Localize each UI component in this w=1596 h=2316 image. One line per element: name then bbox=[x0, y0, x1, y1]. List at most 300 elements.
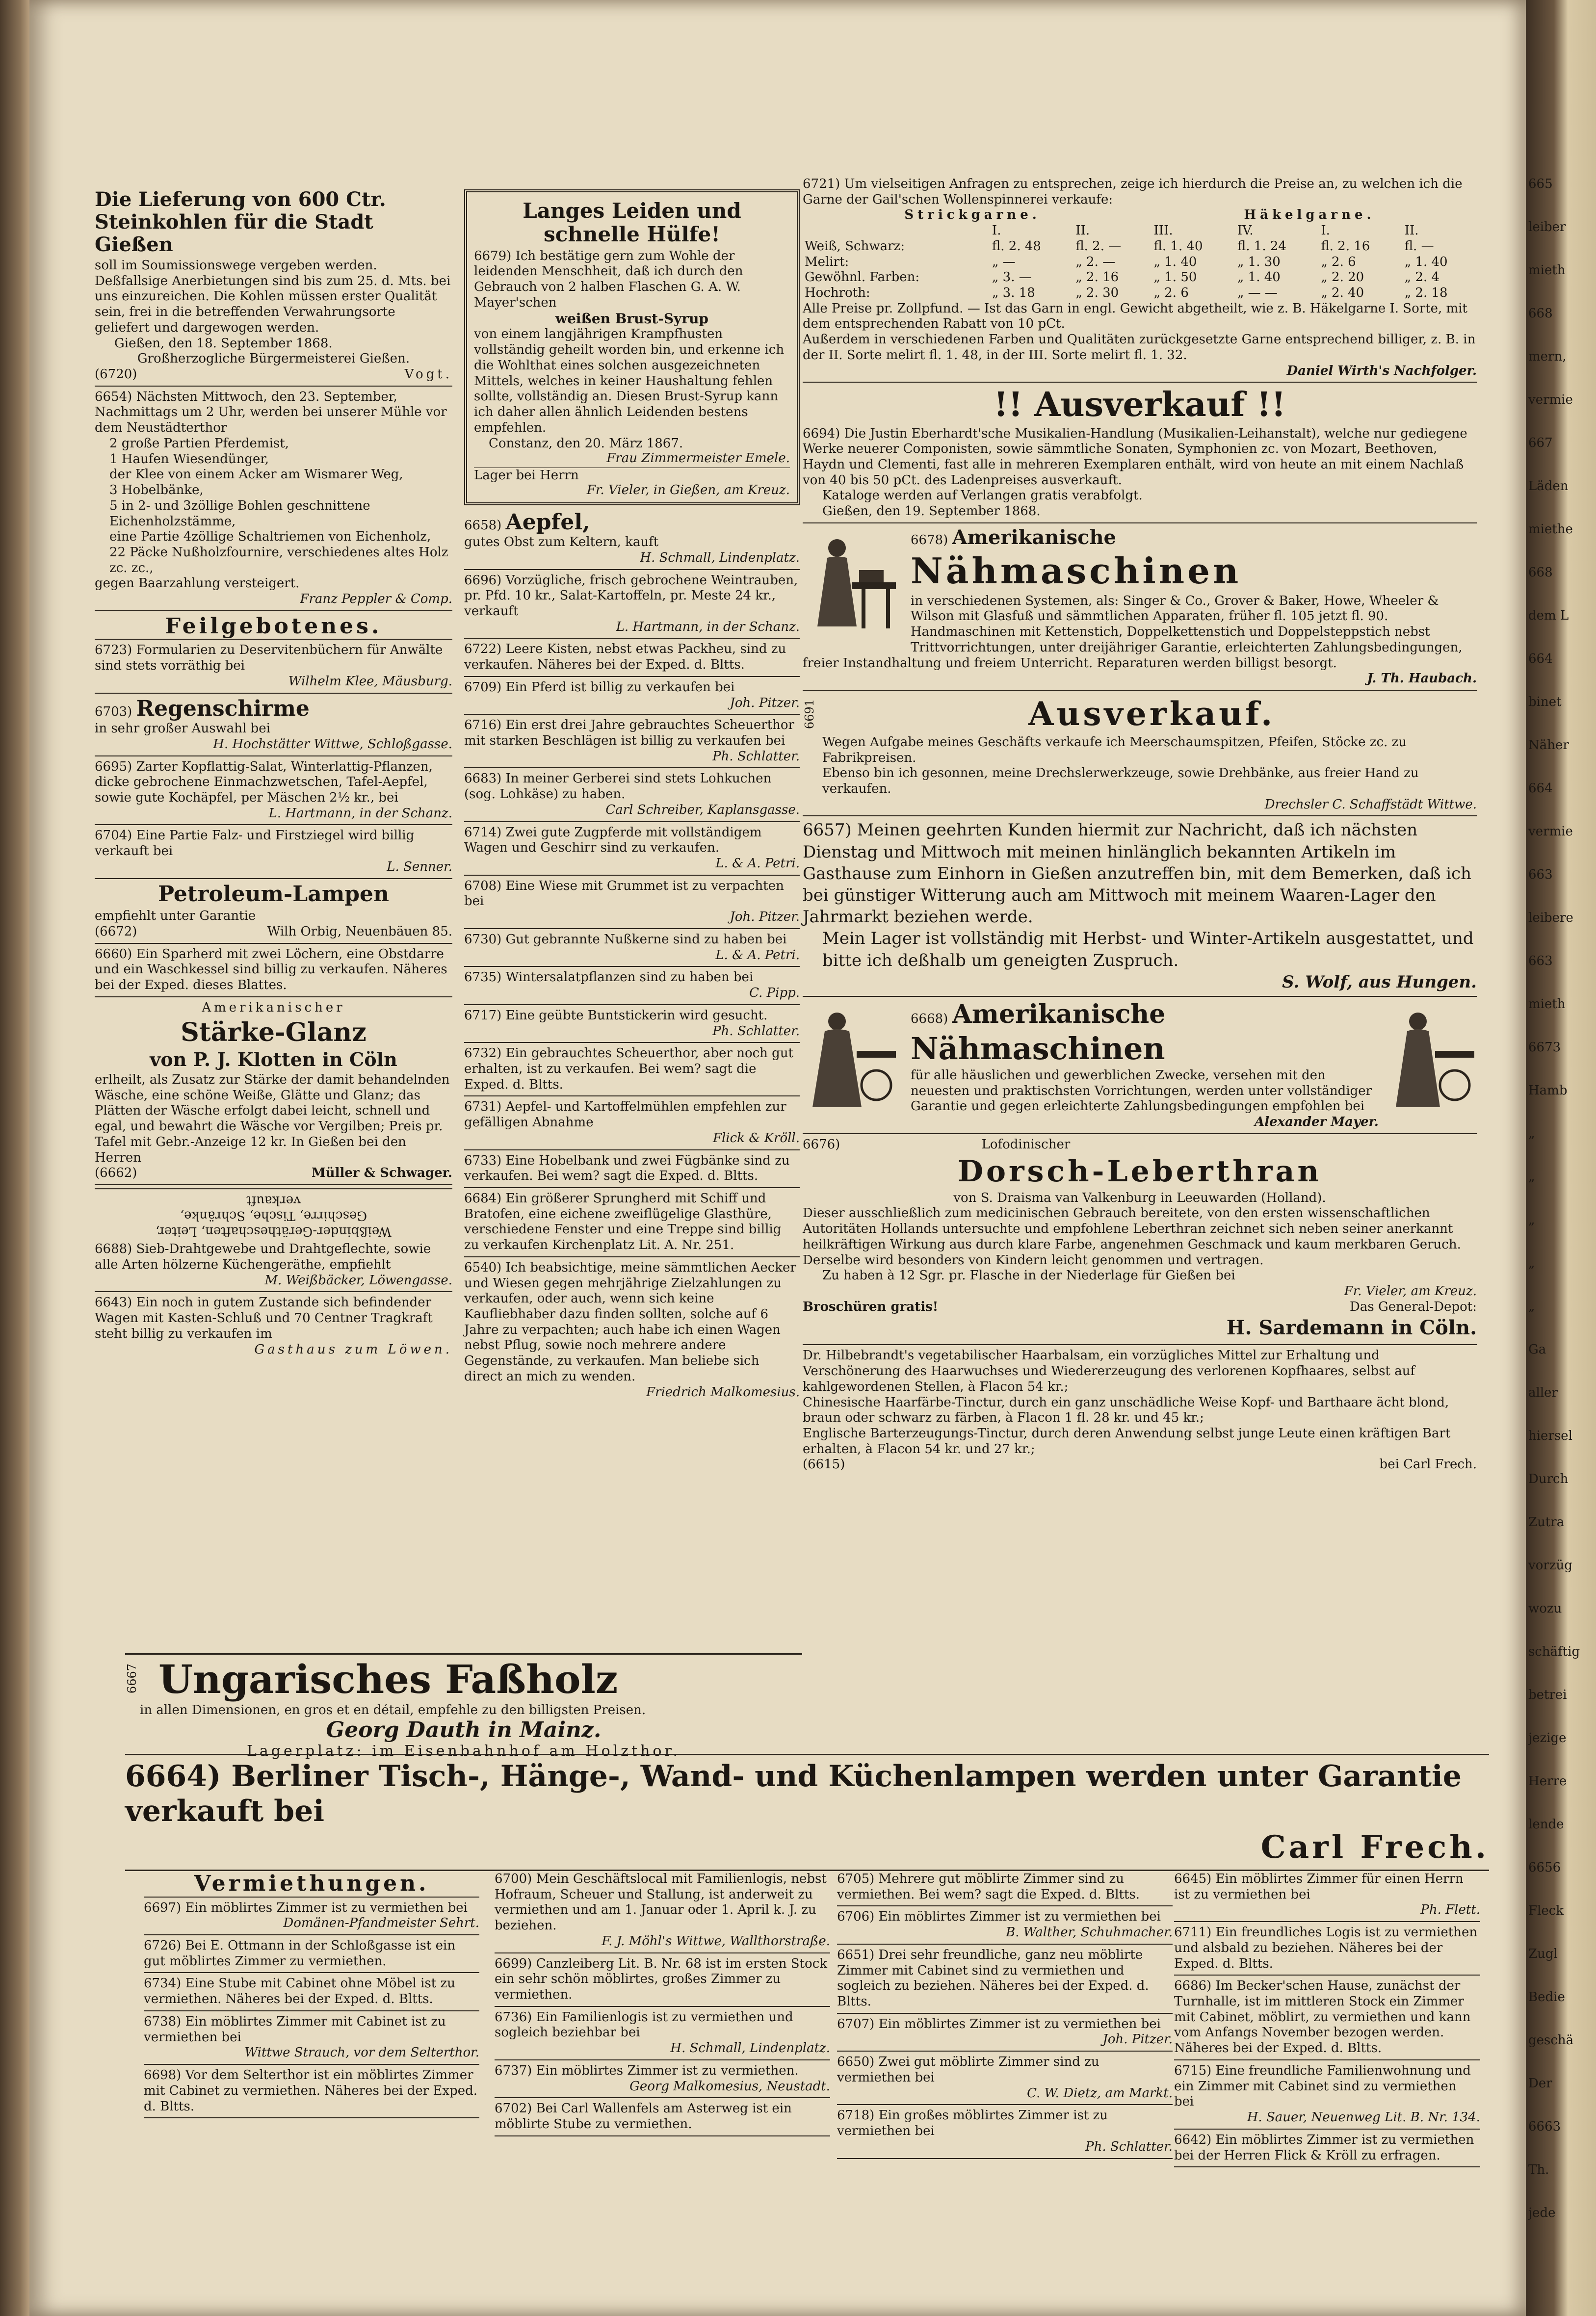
table-header-row bbox=[803, 223, 1477, 239]
ad-text: 6706) Ein möblirtes Zimmer ist zu vermiethen bei bbox=[837, 1909, 1161, 1925]
seamstress-icon bbox=[803, 1002, 901, 1115]
ad-text: 6683) In meiner Gerberei sind stets Lohkuchen (sog. Lohkäse) zu haben. bbox=[464, 771, 772, 802]
ad-text: 6714) Zwei gute Zugpferde mit vollständigem Wagen und Geschirr sind zu verkaufen. bbox=[464, 825, 762, 856]
fragment-text: 663 bbox=[1528, 867, 1553, 882]
ad-dealer: Fr. Vieler, am Kreuz. bbox=[1344, 1283, 1477, 1299]
ad-title: Ausverkauf. bbox=[1028, 694, 1276, 733]
ad-title: Aepfel, bbox=[505, 509, 590, 535]
ad-text: 6721) Um vielseitigen Anfragen zu entsprechen, zeige ich hierdurch die Preise an, zu welchen ich die Garne der Gail'schen Wollenspinnerei verkaufe: bbox=[803, 177, 1463, 207]
ad-title: Nähmaschinen bbox=[911, 1030, 1165, 1067]
table-cell: „ 1. 40 bbox=[1153, 254, 1197, 269]
ad-signature: Ph. Flett. bbox=[1420, 1902, 1480, 1918]
ad-text: 6642) Ein möblirtes Zimmer ist zu vermiethen bei der Herren Flick & Kröll zu erfragen. bbox=[1174, 2132, 1474, 2163]
ad-6703 bbox=[95, 697, 452, 756]
ad-brochure: Broschüren gratis! bbox=[803, 1299, 939, 1314]
ad-signature: Daniel Wirth's Nachfolger. bbox=[1286, 363, 1477, 378]
ad-signature: bei Carl Frech. bbox=[1379, 1457, 1477, 1472]
fragment-text: „ bbox=[1528, 1170, 1535, 1184]
ad-petroleum-lamps bbox=[95, 882, 452, 944]
ad-number: (6662) bbox=[95, 1166, 137, 1181]
ad-signature: Wilh Orbig, Neuenbäuen 85. bbox=[267, 924, 452, 939]
seamstress-icon bbox=[1388, 1002, 1477, 1115]
rental-ad bbox=[1174, 1925, 1480, 1976]
ad-text: 6660) Ein Sparherd mit zwei Löchern, eine Obstdarre und ein Waschkessel sind billig zu verkaufen. Näheres bei der Exped. dieses Blattes. bbox=[95, 946, 447, 993]
ad-6722 bbox=[464, 642, 800, 677]
list-item: 5 in 2- und 3zöllige Bohlen geschnittene Eichenholzstämme, bbox=[109, 498, 370, 529]
ad-depot-name: H. Sardemann in Cöln. bbox=[1226, 1316, 1477, 1340]
fragment-text: Näher bbox=[1528, 738, 1569, 753]
fragment-text: 6656 bbox=[1528, 1860, 1561, 1875]
ad-6540 bbox=[464, 1260, 800, 1403]
ad-6668-sewing-machines bbox=[803, 1000, 1477, 1134]
table-cell: „ 1. 40 bbox=[1404, 254, 1448, 269]
ad-title: Petroleum-Lampen bbox=[157, 881, 390, 907]
fragment-text: Th. bbox=[1528, 2162, 1549, 2177]
ad-text: Außerdem in verschiedenen Farben und Qualitäten zurückgesetzte Garne entsprechend billiger, z. B. in der II. Sorte melirt fl. 1. 48, in der III. Sorte melirt fl. 1. 32. bbox=[803, 332, 1476, 363]
ad-signature: Flick & Kröll. bbox=[712, 1130, 800, 1145]
fragment-text: 6663 bbox=[1528, 2119, 1561, 2134]
ad-signature: L. & A. Petri. bbox=[715, 947, 800, 963]
ad-text: 6664) Berliner Tisch-, Hänge-, Wand- und Küchenlampen werden unter Garantie verkauft bei bbox=[125, 1759, 1462, 1828]
fragment-text: 664 bbox=[1528, 781, 1553, 796]
ad-text: 6704) Eine Partie Falz- und Firstziegel wird billig verkauft bei bbox=[95, 828, 415, 859]
fragment-text: lende bbox=[1528, 1817, 1564, 1832]
ad-title: Nähmaschinen bbox=[911, 549, 1242, 592]
ad-text: 6696) Vorzügliche, frisch gebrochene Weintrauben, pr. Pfd. 10 kr., Salat-Kartoffeln, pr. Meste 24 kr., verkauft bbox=[464, 572, 798, 619]
rentals-column-2 bbox=[491, 1872, 834, 2303]
ad-text: 6688) Sieb-Drahtgewebe und Drahtgeflechte, sowie alle Arten hölzerne Küchengeräthe, empfiehlt bbox=[95, 1242, 431, 1272]
ad-6708 bbox=[464, 879, 800, 929]
ad-6723 bbox=[95, 643, 452, 693]
ad-signature: M. Weißbäcker, Löwengasse. bbox=[264, 1273, 452, 1288]
rental-ad bbox=[144, 2014, 479, 2065]
ad-text: Dieser ausschließlich zum medicinischen Gebrauch bereitete, von den ersten wissenschaftlichen Autoritäten Hollands untersuchte und empfohlene Leberthran zeichnet sich neben seiner anerkannt heilkräftigen Wirkung aus durch klare Farbe, angenehmen Geschmack und kaum merkbaren Geruch. Derselbe wird besonders von Kindern leicht genommen und vertragen. bbox=[803, 1206, 1461, 1268]
ad-line: Geschirre, Tische, Schränke, bbox=[180, 1208, 367, 1223]
ad-text: 6695) Zarter Kopflattig-Salat, Winterlattig-Pflanzen, dicke gebrochene Einmachzwetschen, Tafel-Aepfel, sowie gute Kochäpfel, per Mäschen 2½ kr., bei bbox=[95, 759, 433, 806]
ad-signature: L. Hartmann, in der Schanz. bbox=[268, 806, 452, 821]
ad-text: 6702) Bei Carl Wallenfels am Asterweg ist ein möblirte Stube zu vermiethen. bbox=[495, 2101, 792, 2132]
ad-6735 bbox=[464, 970, 800, 1005]
ad-title: Dorsch-Leberthran bbox=[957, 1154, 1322, 1189]
ad-text: Englische Barterzeugungs-Tinctur, durch deren Anwendung selbst junge Leute einen kräftigen Bart erhalten, à Flacon 54 kr. und 27 kr.; bbox=[803, 1426, 1451, 1457]
ad-signature: Georg Dauth in Mainz. bbox=[326, 1717, 602, 1743]
ad-signature: Carl Frech. bbox=[1260, 1828, 1489, 1866]
fragment-text: dem L bbox=[1528, 608, 1569, 623]
ad-text: 6679) Ich bestätige gern zum Wohle der leidenden Menschheit, daß ich durch den Gebrauch von 2 halben Flaschen G. A. W. Mayer'schen bbox=[474, 248, 743, 310]
fragment-text: vermie bbox=[1528, 824, 1573, 839]
ad-signature: Alexander Mayer. bbox=[1255, 1115, 1379, 1130]
ad-title: Die Lieferung von 600 Ctr. Steinkohlen für die Stadt Gießen bbox=[95, 188, 386, 256]
ad-line: Weißbinder-Gerätheschaften, Leiter, bbox=[156, 1224, 392, 1239]
fragment-text: aller bbox=[1528, 1385, 1558, 1400]
table-header-cell: I. bbox=[992, 223, 1001, 238]
ad-text: 6707) Ein möblirtes Zimmer ist zu vermiethen bei bbox=[837, 2016, 1161, 2031]
fragment-text: „ bbox=[1528, 1126, 1535, 1141]
rental-ad bbox=[144, 1938, 479, 1973]
table-cell: „ 2. 18 bbox=[1404, 286, 1448, 301]
ad-product: weißen Brust-Syrup bbox=[555, 311, 709, 327]
fragment-text: Fleck bbox=[1528, 1903, 1564, 1918]
rental-ad bbox=[144, 1976, 479, 2011]
ad-signature: Franz Peppler & Comp. bbox=[300, 592, 452, 607]
ad-date: Gießen, den 19. September 1868. bbox=[822, 504, 1041, 519]
ad-signature: Drechsler C. Schaffstädt Wittwe. bbox=[1264, 797, 1477, 812]
ad-price: Zu haben à 12 Sgr. pr. Flasche in der Niederlage für Gießen bei bbox=[822, 1268, 1235, 1283]
table-heading-knit: Strickgarne. bbox=[904, 208, 1041, 223]
seamstress-illustration-left bbox=[803, 1002, 901, 1115]
list-item: 22 Päcke Nußholzfournire, verschiedenes altes Holz zc. zc., bbox=[109, 545, 448, 575]
ad-text: 6738) Ein möblirtes Zimmer mit Cabinet ist zu vermiethen bei bbox=[144, 2014, 446, 2045]
fragment-text: vorzüg bbox=[1528, 1558, 1572, 1573]
column-2 bbox=[460, 186, 804, 1766]
column-3 bbox=[799, 177, 1481, 1766]
ad-signature: Ph. Schlatter. bbox=[1085, 2139, 1173, 2154]
ad-text: empfiehlt unter Garantie bbox=[95, 909, 256, 924]
ad-text: für alle häuslichen und gewerblichen Zwecke, versehen mit den neuesten und praktischsten Vorrichtungen, werden unter vollständiger Garantie und gegen erleichterte Zahlungsbedingungen empfohlen bei bbox=[911, 1068, 1372, 1114]
ad-text: 6735) Wintersalatpflanzen sind zu haben bei bbox=[464, 970, 754, 985]
ad-signature: Joh. Pitzer. bbox=[1102, 2032, 1173, 2047]
table-cell: „ 3. — bbox=[992, 270, 1032, 285]
fragment-text: leiber bbox=[1528, 220, 1566, 234]
ad-text: 6651) Drei sehr freundliche, ganz neu möblirte Zimmer mit Cabinet sind zu vermiethen und sogleich zu beziehen. Näheres bei der Exped. d. Bltts. bbox=[837, 1947, 1149, 2009]
ad-signature: Friedrich Malkomesius. bbox=[646, 1384, 800, 1400]
ad-line: verkauft bbox=[246, 1193, 301, 1208]
rental-ad bbox=[495, 2101, 830, 2136]
fragment-text: „ bbox=[1528, 1299, 1535, 1314]
fragment-text: mieth bbox=[1528, 997, 1566, 1012]
ad-text: 6709) Ein Pferd ist billig zu verkaufen bei bbox=[464, 679, 735, 695]
ad-signature: C. W. Dietz, am Markt. bbox=[1027, 2085, 1173, 2101]
table-header-cell: II. bbox=[1075, 223, 1090, 238]
fragment-text: miethe bbox=[1528, 522, 1573, 537]
table-cell: „ — bbox=[992, 254, 1016, 269]
ad-date: Constanz, den 20. März 1867. bbox=[489, 436, 683, 451]
row-label: Weiß, Schwarz: bbox=[805, 238, 905, 254]
row-label: Hochroth: bbox=[805, 286, 870, 301]
fragment-text: jede bbox=[1528, 2206, 1556, 2220]
ad-6658 bbox=[464, 510, 800, 570]
ad-stone-coal bbox=[95, 188, 452, 387]
ad-6714 bbox=[464, 825, 800, 876]
row-label: Melirt: bbox=[805, 254, 849, 269]
ad-text: 6733) Eine Hobelbank und zwei Fügbänke sind zu verkaufen. Bei wem? sagt die Exped. d. Bltts. bbox=[464, 1153, 790, 1184]
ad-6709 bbox=[464, 680, 800, 715]
table-cell: fl. 2. 16 bbox=[1321, 238, 1370, 254]
section-title-feilgebotenes: Feilgebotenes. bbox=[95, 614, 452, 640]
list-item: 3 Hobelbänke, bbox=[109, 483, 204, 498]
ad-number: 6676) bbox=[803, 1137, 840, 1152]
ad-text: Wegen Aufgabe meines Geschäfts verkaufe ich Meerschaumspitzen, Pfeifen, Stöcke zc. zu Fabrikpreisen. bbox=[822, 734, 1407, 765]
ad-signature: Vogt. bbox=[404, 367, 452, 382]
rental-ad bbox=[837, 1909, 1173, 1944]
ad-text: 6730) Gut gebrannte Nußkerne sind zu haben bei bbox=[464, 932, 787, 947]
seamstress-icon bbox=[803, 528, 901, 641]
ad-number: (6615) bbox=[803, 1457, 845, 1472]
ad-text: 6715) Eine freundliche Familienwohnung und ein Zimmer mit Cabinet sind zu vermiethen bei bbox=[1174, 2063, 1471, 2109]
ad-pretitle: Amerikanische bbox=[952, 999, 1166, 1029]
ad-signature: Domänen-Pfandmeister Sehrt. bbox=[283, 1916, 479, 1931]
ad-text: Dr. Hilbebrandt's vegetabilischer Haarbalsam, ein vorzügliches Mittel zur Erhaltung und Verschönerung des Haarwuchses und Wiedererzeugung des verlorenen Kopfhaares, selbst auf kahlgewordenen Stellen, à Flacon 54 kr.; bbox=[803, 1348, 1415, 1394]
fragment-text: 6673 bbox=[1528, 1040, 1561, 1055]
ad-6721-yarn bbox=[803, 177, 1477, 383]
fragment-text: 664 bbox=[1528, 651, 1553, 666]
table-cell: „ 2. 40 bbox=[1321, 286, 1364, 301]
rental-list bbox=[491, 1872, 834, 2136]
ad-pretitle: Lofodinischer bbox=[981, 1137, 1071, 1152]
fragment-text: mern, bbox=[1528, 349, 1567, 364]
fragment-text: 668 bbox=[1528, 306, 1553, 321]
table-cell: fl. 2. — bbox=[1075, 238, 1122, 254]
table-row bbox=[803, 270, 1477, 286]
ad-6704 bbox=[95, 828, 452, 879]
fragment-text: Der bbox=[1528, 2076, 1552, 2091]
ad-signature: H. Schmall, Lindenplatz. bbox=[640, 550, 800, 565]
ad-6615-hair bbox=[803, 1348, 1477, 1476]
fragment-text: vermie bbox=[1528, 392, 1573, 407]
auction-item-list bbox=[95, 436, 452, 576]
ad-text: 6716) Ein erst drei Jahre gebrauchtes Scheuerthor mit starken Beschlägen ist billig zu verkaufen bei bbox=[464, 718, 794, 748]
ad-tail: gegen Baarzahlung versteigert. bbox=[95, 576, 300, 591]
ad-text: 6708) Eine Wiese mit Grummet ist zu verpachten bei bbox=[464, 878, 784, 909]
list-item: 1 Haufen Wiesendünger, bbox=[109, 451, 269, 467]
ad-text: 6686) Im Becker'schen Hause, zunächst der Turnhalle, ist im mittleren Stock ein Zimmer mit Cabinet, möblirt, zu vermiethen und kann vom Anfangs November bezogen werden. Näheres bei der Exped. d. Bltts. bbox=[1174, 1978, 1471, 2056]
ad-text: 6699) Canzleiberg Lit. B. Nr. 68 ist im ersten Stock ein sehr schön möblirtes, großes Zimmer zu vermiethen. bbox=[495, 1956, 828, 2003]
ad-text: 6731) Aepfel- und Kartoffelmühlen empfehlen zur gefälligen Abnahme bbox=[464, 1099, 786, 1130]
table-cell: „ 2. 4 bbox=[1404, 270, 1440, 285]
ad-text: 6711) Ein freundliches Logis ist zu vermiethen und alsbald zu beziehen. Näheres bei der Exped. d. Bltts. bbox=[1174, 1925, 1478, 1971]
ad-6694-ausverkauf bbox=[803, 386, 1477, 523]
ad-6657 bbox=[803, 819, 1477, 997]
ad-text: Alle Preise pr. Zollpfund. — Ist das Garn in engl. Gewicht abgetheilt, wie z. B. Häkelgarne I. Sorte, mit dem entsprechenden Rabatt von 10 pCt. bbox=[803, 301, 1467, 332]
ad-6643 bbox=[95, 1295, 452, 1360]
rental-list bbox=[833, 1872, 1177, 2159]
fragment-text: leibere bbox=[1528, 911, 1573, 925]
table-header-cell: I. bbox=[1321, 223, 1330, 238]
ad-title: Ungarisches Faßholz bbox=[158, 1656, 618, 1702]
table-cell: „ 2. 6 bbox=[1321, 254, 1356, 269]
fragment-text: 663 bbox=[1528, 954, 1553, 968]
rental-ad bbox=[1174, 1978, 1480, 2060]
rental-list bbox=[140, 1900, 483, 2119]
ad-pretitle: Amerikanische bbox=[952, 526, 1116, 549]
ad-text: 6643) Ein noch in gutem Zustande sich befindender Wagen mit Kasten-Schluß und 70 Centner Tragkraft steht billig zu verkaufen im bbox=[95, 1295, 433, 1341]
table-cell: „ 1. 30 bbox=[1237, 254, 1281, 269]
column-1 bbox=[91, 186, 456, 1766]
table-cell: „ 1. 40 bbox=[1237, 270, 1281, 285]
ad-number: (6672) bbox=[95, 924, 137, 939]
ad-text: 6718) Ein großes möblirtes Zimmer ist zu vermiethen bei bbox=[837, 2108, 1108, 2139]
ad-text: 6697) Ein möblirtes Zimmer ist zu vermiethen bei bbox=[144, 1900, 468, 1915]
book-binding-left bbox=[0, 0, 29, 2316]
fragment-text: „ bbox=[1528, 1256, 1535, 1271]
ad-date: Gießen, den 18. September 1868. bbox=[114, 336, 333, 351]
table-cell: fl. 1. 24 bbox=[1237, 238, 1286, 254]
ad-text: Chinesische Haarfärbe-Tinctur, durch ein ganz unschädliche Weise Kopf- und Barthaare ächt blond, braun oder schwarz zu färben, à Flacon 1 fl. 28 kr. und 45 kr.; bbox=[803, 1395, 1449, 1426]
fragment-text: binet bbox=[1528, 695, 1562, 709]
ad-text: in allen Dimensionen, en gros et en détail, empfehle zu den billigsten Preisen. bbox=[140, 1703, 646, 1717]
fragment-text: 667 bbox=[1528, 436, 1553, 450]
ad-6678-sewing-machines bbox=[803, 526, 1477, 691]
rental-ad bbox=[837, 1948, 1173, 2014]
ad-6688 bbox=[95, 1242, 452, 1292]
ad-signature: Frau Zimmermeister Emele. bbox=[606, 450, 790, 466]
ad-text: 6726) Bei E. Ottmann in der Schloßgasse ist ein gut möblirtes Zimmer zu vermiethen. bbox=[144, 1938, 456, 1969]
rental-ad bbox=[837, 2017, 1173, 2052]
ad-signature: H. Sauer, Neuenweg Lit. B. Nr. 134. bbox=[1247, 2110, 1480, 2125]
fragment-text: Durch bbox=[1528, 1472, 1569, 1486]
ad-signature: Ph. Schlatter. bbox=[712, 1023, 800, 1039]
ad-6654 bbox=[95, 390, 452, 611]
ad-text: in verschiedenen Systemen, als: Singer & Co., Grover & Baker, Howe, Wheeler & Wilson mit Glasfuß und sämmtlichen Apparaten, früher fl. 105 jetzt fl. 90. Handmaschinen mit Kettenstich, Doppelkettenstich und Doppelsteppstich nebst Trittvorrichtungen, unter dreijähriger Garantie, erleichterten Zahlungsbedingungen, freier Instandhaltung und freiem Unterricht. Reparaturen werden billigst besorgt. bbox=[803, 593, 1463, 671]
ad-body: soll im Soumissionswege vergeben werden. Deßfallsige Anerbietungen sind bis zum 25. d. Mts. bei uns einzureichen. Die Kohlen müssen erster Qualität sein, frei in die betreffenden Verwahrungsorte geliefert und dargewogen werden. bbox=[95, 258, 451, 335]
ad-text: 6540) Ich beabsichtige, meine sämmtlichen Aecker und Wiesen gegen mehrjährige Zielzahlungen zu verkaufen, oder auch, wenn sich keine Kaufliebhaber dazu finden sollten, solche auf 6 Jahre zu verpachten; auch habe ich einen Wagen nebst Pflug, sowie noch mehrere andere Gegenstände, zu verkaufen. Man beliebe sich direct an mich zu wenden. bbox=[464, 1260, 796, 1384]
ad-6664-banner bbox=[125, 1754, 1489, 1871]
ad-signature: S. Wolf, aus Hungen. bbox=[1282, 972, 1477, 992]
ad-text: 6657) Meinen geehrten Kunden hiermit zur Nachricht, daß ich nächsten Dienstag und Mittwoch mit meinen hinlänglich bekannten Artikeln im Gasthause zum Einhorn in Gießen anzutreffen bin, mit dem Bemerken, daß ich bei günstiger Witterung auch am Mittwoch mit meinem Waaren-Lager den Jahrmarkt beziehen werde. bbox=[803, 820, 1472, 927]
book-gutter-right bbox=[1526, 0, 1596, 2316]
ad-pretitle: Amerikanischer bbox=[202, 1000, 345, 1015]
ad-text: Mein Lager ist vollständig mit Herbst- und Winter-Artikeln ausgestattet, und bitte ich deßhalb um geneigten Zuspruch. bbox=[822, 929, 1474, 970]
seamstress-illustration bbox=[803, 528, 901, 641]
fragment-text: geschä bbox=[1528, 2033, 1574, 2048]
yarn-price-table bbox=[803, 223, 1477, 301]
table-heading-crochet: Häkelgarne. bbox=[1244, 208, 1375, 223]
ad-lager: Lager bei Herrn bbox=[474, 468, 790, 483]
ad-number: 6658) bbox=[464, 518, 502, 533]
ad-number: 6678) bbox=[911, 532, 948, 547]
rental-list bbox=[1170, 1872, 1484, 2167]
ad-6667-fassholz bbox=[125, 1653, 802, 1760]
ad-text: von einem langjährigen Krampfhusten vollständig geheilt worden bin, und erkenne ich die Wohlthat eines solchen ausgezeichneten Mittels, welches in keiner Haushaltung fehlen sollte, vollständig an. Diesen Brust-Syrup kann ich daher allen ähnlich Leidenden bestens empfehlen. bbox=[474, 327, 785, 435]
ad-number: 6667 bbox=[125, 1664, 139, 1694]
ad-dealer: Fr. Vieler, in Gießen, am Kreuz. bbox=[586, 482, 790, 497]
rentals-column-4 bbox=[1170, 1872, 1484, 2303]
ad-6683 bbox=[464, 771, 800, 822]
ad-number: (6720) bbox=[95, 367, 137, 382]
fragment-text: hiersel bbox=[1528, 1429, 1572, 1443]
section-title-vermiethungen: Vermiethungen. bbox=[144, 1872, 479, 1898]
rental-ad bbox=[1174, 1872, 1480, 1922]
ad-title: !! Ausverkauf !! bbox=[994, 385, 1286, 425]
ad-signature: J. Th. Haubach. bbox=[1367, 671, 1477, 686]
fragment-text: Herre bbox=[1528, 1774, 1567, 1789]
ad-signature: F. J. Möhl's Wittwe, Wallthorstraße. bbox=[602, 1933, 830, 1949]
ad-title: Langes Leiden und schnelle Hülfe! bbox=[523, 199, 741, 247]
fragment-text: Zutra bbox=[1528, 1515, 1565, 1530]
ad-6679-boxed bbox=[464, 189, 800, 505]
ad-number: 6691 bbox=[803, 699, 816, 729]
ad-text: 6700) Mein Geschäftslocal mit Familienlogis, nebst Hofraum, Scheuer und Stallung, ist anderweit zu vermiethen und am 1. Januar oder 1. April k. J. zu beziehen. bbox=[495, 1872, 827, 1933]
ad-text: 6732) Ein gebrauchtes Scheuerthor, aber noch gut erhalten, ist zu verkaufen. Bei wem? sagt die Exped. d. Bltts. bbox=[464, 1046, 794, 1092]
fragment-text: wozu bbox=[1528, 1601, 1562, 1616]
ad-6717 bbox=[464, 1008, 800, 1043]
ad-lagerplatz: Lagerplatz: im Eisenbahnhof am Holzthor. bbox=[246, 1743, 681, 1760]
ad-text: 6684) Ein größerer Sprungherd mit Schiff und Bratofen, eine eichene zweiflügelige Glasthüre, verschiedene Fenster und eine Treppe sind billig zu verkaufen Kirchenplatz Lit. A. Nr. 251. bbox=[464, 1191, 782, 1253]
seamstress-illustration-right bbox=[1388, 1002, 1477, 1115]
ad-signature: Wilhelm Klee, Mäusburg. bbox=[288, 674, 452, 689]
ad-signature: Georg Malkomesius, Neustadt. bbox=[629, 2079, 830, 2094]
table-cell: „ 2. 6 bbox=[1153, 286, 1189, 301]
ad-text: Ebenso bin ich gesonnen, meine Drechslerwerkzeuge, sowie Drehbänke, aus freier Hand zu verkaufen. bbox=[822, 766, 1419, 796]
table-header-cell: IV. bbox=[1237, 223, 1254, 238]
ad-depot: Das General-Depot: bbox=[1349, 1299, 1477, 1314]
ad-text: 6734) Eine Stube mit Cabinet ohne Möbel ist zu vermiethen. Näheres bei der Exped. d. Bltts. bbox=[144, 1976, 455, 2007]
table-cell: „ 2. 16 bbox=[1075, 270, 1119, 285]
ad-title: Stärke-Glanz bbox=[181, 1017, 366, 1047]
ad-signature: L. Senner. bbox=[387, 859, 452, 874]
ad-signature: H. Hochstätter Wittwe, Schloßgasse. bbox=[213, 736, 452, 752]
ad-signature: H. Schmall, Lindenplatz. bbox=[670, 2041, 830, 2056]
fragment-text: Zugl bbox=[1528, 1947, 1558, 1961]
ad-6695 bbox=[95, 759, 452, 826]
ad-6730 bbox=[464, 932, 800, 967]
ad-number: 6668) bbox=[911, 1011, 948, 1026]
list-item: eine Partie 4zöllige Schaltriemen von Eichenholz, bbox=[109, 529, 431, 545]
ad-6733 bbox=[464, 1153, 800, 1188]
table-cell: „ 2. 20 bbox=[1321, 270, 1364, 285]
ad-signature: Gasthaus zum Löwen. bbox=[254, 1342, 452, 1357]
fragment-text: Ga bbox=[1528, 1342, 1546, 1357]
ad-signature: Müller & Schwager. bbox=[311, 1166, 452, 1181]
fragment-text: Läden bbox=[1528, 479, 1569, 494]
ad-6676-cod-liver-oil bbox=[803, 1137, 1477, 1345]
fragment-text: 668 bbox=[1528, 565, 1553, 580]
table-cell: fl. — bbox=[1404, 238, 1434, 254]
ad-authority: Großherzogliche Bürgermeisterei Gießen. bbox=[137, 351, 410, 366]
ad-text: gutes Obst zum Keltern, kauft bbox=[464, 535, 659, 550]
table-cell: „ 3. 18 bbox=[992, 286, 1035, 301]
row-label: Gewöhnl. Farben: bbox=[805, 270, 920, 285]
table-cell: „ 2. 30 bbox=[1075, 286, 1119, 301]
ad-origin: von S. Draisma van Valkenburg in Leeuwarden (Holland). bbox=[953, 1190, 1326, 1205]
ad-text: 6723) Formularien zu Deservitenbüchern für Anwälte sind stets vorräthig bei bbox=[95, 643, 443, 674]
ad-6716 bbox=[464, 718, 800, 768]
ad-number: 6703) bbox=[95, 704, 132, 719]
ad-text: erlheilt, als Zusatz zur Stärke der damit behandelnden Wäsche, eine schöne Weiße, Glätte und Glanz; das Plätten der Wäsche erfolgt dabei leicht, schnell und egal, und bewahrt die Wäsche vor Vergilben; Preis pr. Tafel mit Gebr.-Anzeige 12 kr. In Gießen bei den Herren bbox=[95, 1072, 450, 1165]
ad-6731 bbox=[464, 1099, 800, 1150]
ad-text: 6645) Ein möblirtes Zimmer für einen Herrn ist zu vermiethen bei bbox=[1174, 1872, 1464, 1902]
table-cell: fl. 2. 48 bbox=[992, 238, 1041, 254]
ad-text: 6717) Eine geübte Buntstickerin wird gesucht. bbox=[464, 1008, 768, 1023]
rental-ad bbox=[837, 1872, 1173, 1906]
ad-text: Kataloge werden auf Verlangen gratis verabfolgt. bbox=[822, 488, 1143, 503]
ad-signature: Joh. Pitzer. bbox=[730, 910, 800, 925]
table-cell: „ 2. — bbox=[1075, 254, 1116, 269]
ad-text: in sehr großer Auswahl bei bbox=[95, 721, 270, 736]
fragment-text: „ bbox=[1528, 1213, 1535, 1227]
ad-6696 bbox=[464, 573, 800, 639]
fragment-text: Hamb bbox=[1528, 1083, 1568, 1098]
ad-text: 6722) Leere Kisten, nebst etwas Packheu, sind zu verkaufen. Näheres bei der Exped. d. Bltts. bbox=[464, 642, 786, 673]
ad-signature: Ph. Schlatter. bbox=[712, 749, 800, 764]
fragment-text: jezige bbox=[1528, 1731, 1567, 1745]
ad-text: 6698) Vor dem Selterthor ist ein möblirtes Zimmer mit Cabinet zu vermiethen. Näheres bei der Exped. d. Bltts. bbox=[144, 2068, 478, 2114]
rental-ad bbox=[1174, 2133, 1480, 2167]
ad-text: 6736) Ein Familienlogis ist zu vermiethen und sogleich beziehbar bei bbox=[495, 2009, 793, 2040]
ad-starch-gloss bbox=[95, 1000, 452, 1185]
ad-signature: Joh. Pitzer. bbox=[730, 695, 800, 710]
rental-ad bbox=[495, 2063, 830, 2098]
ad-signature: L. & A. Petri. bbox=[715, 856, 800, 871]
list-item: 2 große Partien Pferdemist, bbox=[109, 436, 289, 451]
rentals-column-3 bbox=[833, 1872, 1177, 2303]
ad-6660 bbox=[95, 947, 452, 997]
table-body bbox=[803, 239, 1477, 301]
list-item: der Klee von einem Acker am Wismarer Weg, bbox=[109, 467, 403, 482]
table-header-cell: III. bbox=[1153, 223, 1173, 238]
ad-title: Regenschirme bbox=[136, 696, 310, 721]
ad-upside-down bbox=[95, 1188, 452, 1239]
